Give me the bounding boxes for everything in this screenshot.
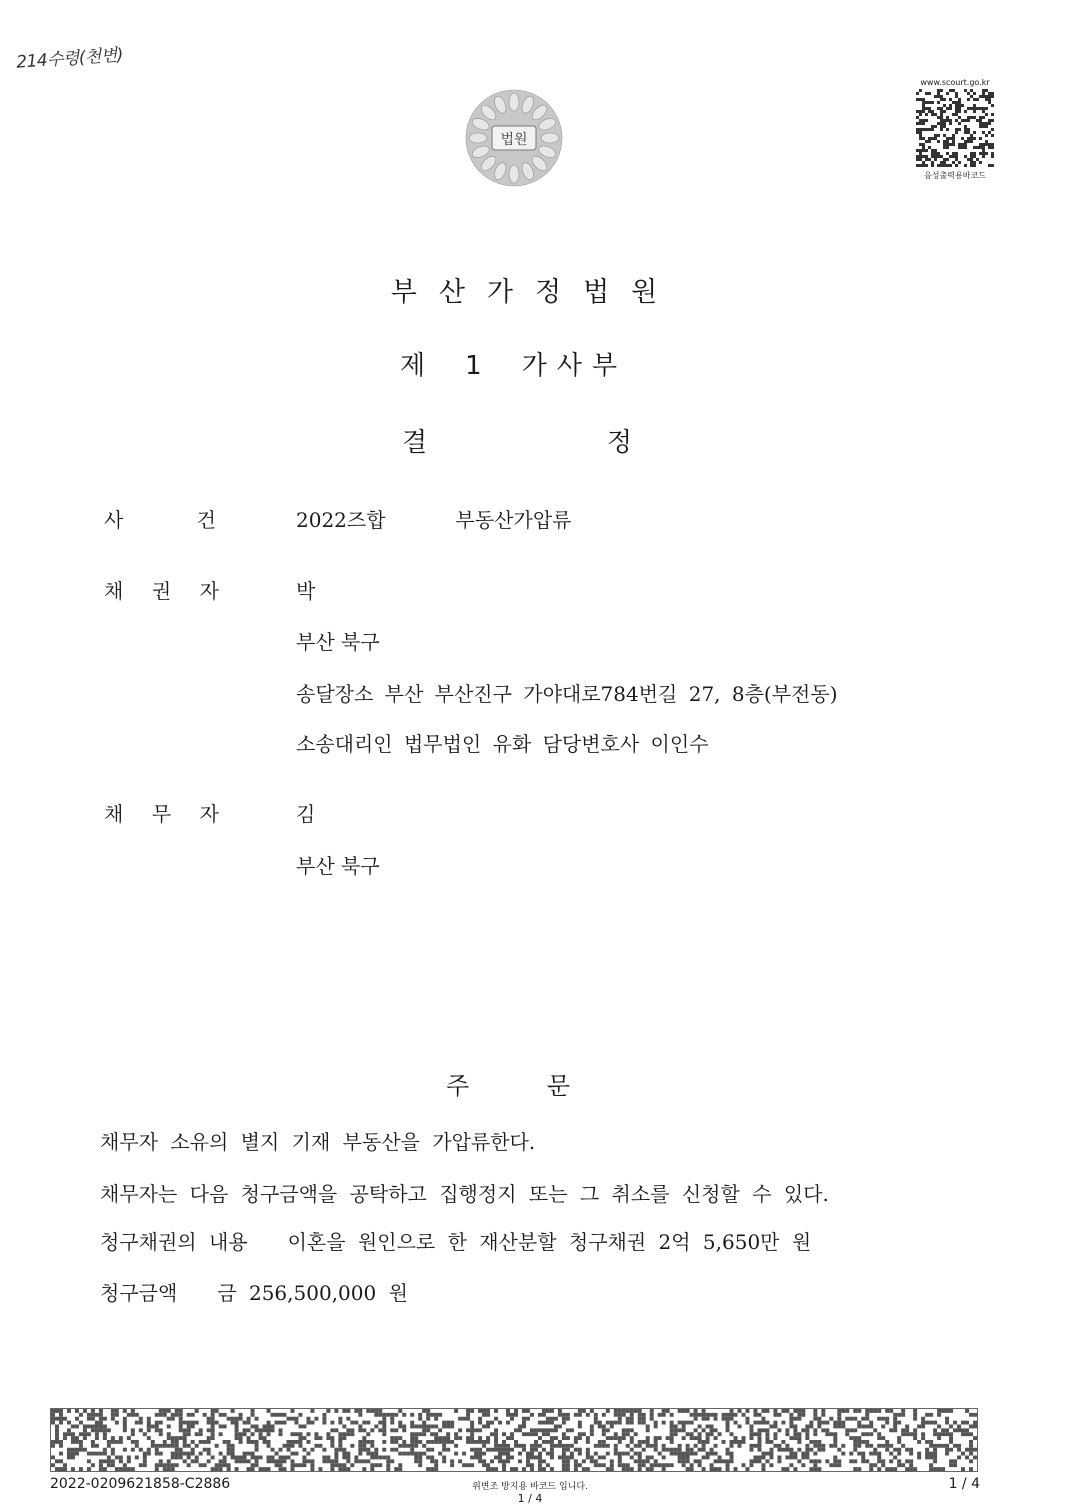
division-number: 1 [465,351,492,381]
creditor-name: 박 [296,579,316,603]
order-title: 주 문 [446,1072,570,1100]
amount-label: 청구금액 [100,1281,178,1305]
service-address: 부산 부산진구 가야대로784번길 27, 8층(부전동) [384,682,838,706]
site-url: www.scourt.go.kr [920,78,990,87]
emblem-text: 법원 [500,132,528,148]
claim-amount [100,1277,408,1306]
division-name: 가사부 [521,351,628,381]
debtor-label: 채 무 자 [104,802,219,826]
claim-label: 청구채권의 내용 [100,1230,248,1254]
barcode-note: 위변조 방지용 바코드 입니다. 1 / 4 [472,1482,588,1505]
division-prefix: 제 [400,351,436,381]
order-line-1: 채무자 소유의 별지 기재 부동산을 가압류한다. [100,1130,536,1154]
creditor-address: 부산 북구 [296,630,380,654]
service-label: 송달장소 [296,682,374,706]
case-info [296,504,571,533]
qr-caption: 음성출력용바코드 [924,171,986,180]
case-label: 사 건 [104,508,216,532]
amount-value: 256,500,000 원 [248,1281,408,1305]
creditor-attorney: 소송대리인 법무법인 유화 담당변호사 이인수 [296,732,709,756]
document-id: 2022-0209621858-C2886 [50,1476,231,1492]
order-line-2: 채무자는 다음 청구금액을 공탁하고 집행정지 또는 그 취소를 신청할 수 있다. [100,1182,829,1206]
debtor-name: 김 [296,802,316,826]
debtor-address: 부산 북구 [296,854,380,878]
document-title [402,422,632,459]
court-emblem-icon [462,86,566,190]
amount-prefix: 금 [217,1281,237,1305]
division [400,345,627,382]
claim-value: 이혼을 원인으로 한 재산분할 청구채권 2억 5,650만 원 [287,1230,812,1254]
court-name: 부산가정법원 [390,277,680,308]
case-name: 부동산가압류 [455,508,572,532]
claim-content [100,1226,811,1255]
doc-title-char: 정 [606,428,632,458]
handwritten-note: 214수령(천변) [15,45,124,73]
creditor-service-address [296,678,838,707]
page-number: 1 / 4 [948,1476,980,1492]
creditor-label: 채 권 자 [104,579,219,603]
anti-forgery-barcode-icon [50,1408,978,1472]
case-number: 2022즈합 [296,508,386,532]
doc-title-char: 결 [402,428,428,458]
qr-code-icon [916,89,994,167]
